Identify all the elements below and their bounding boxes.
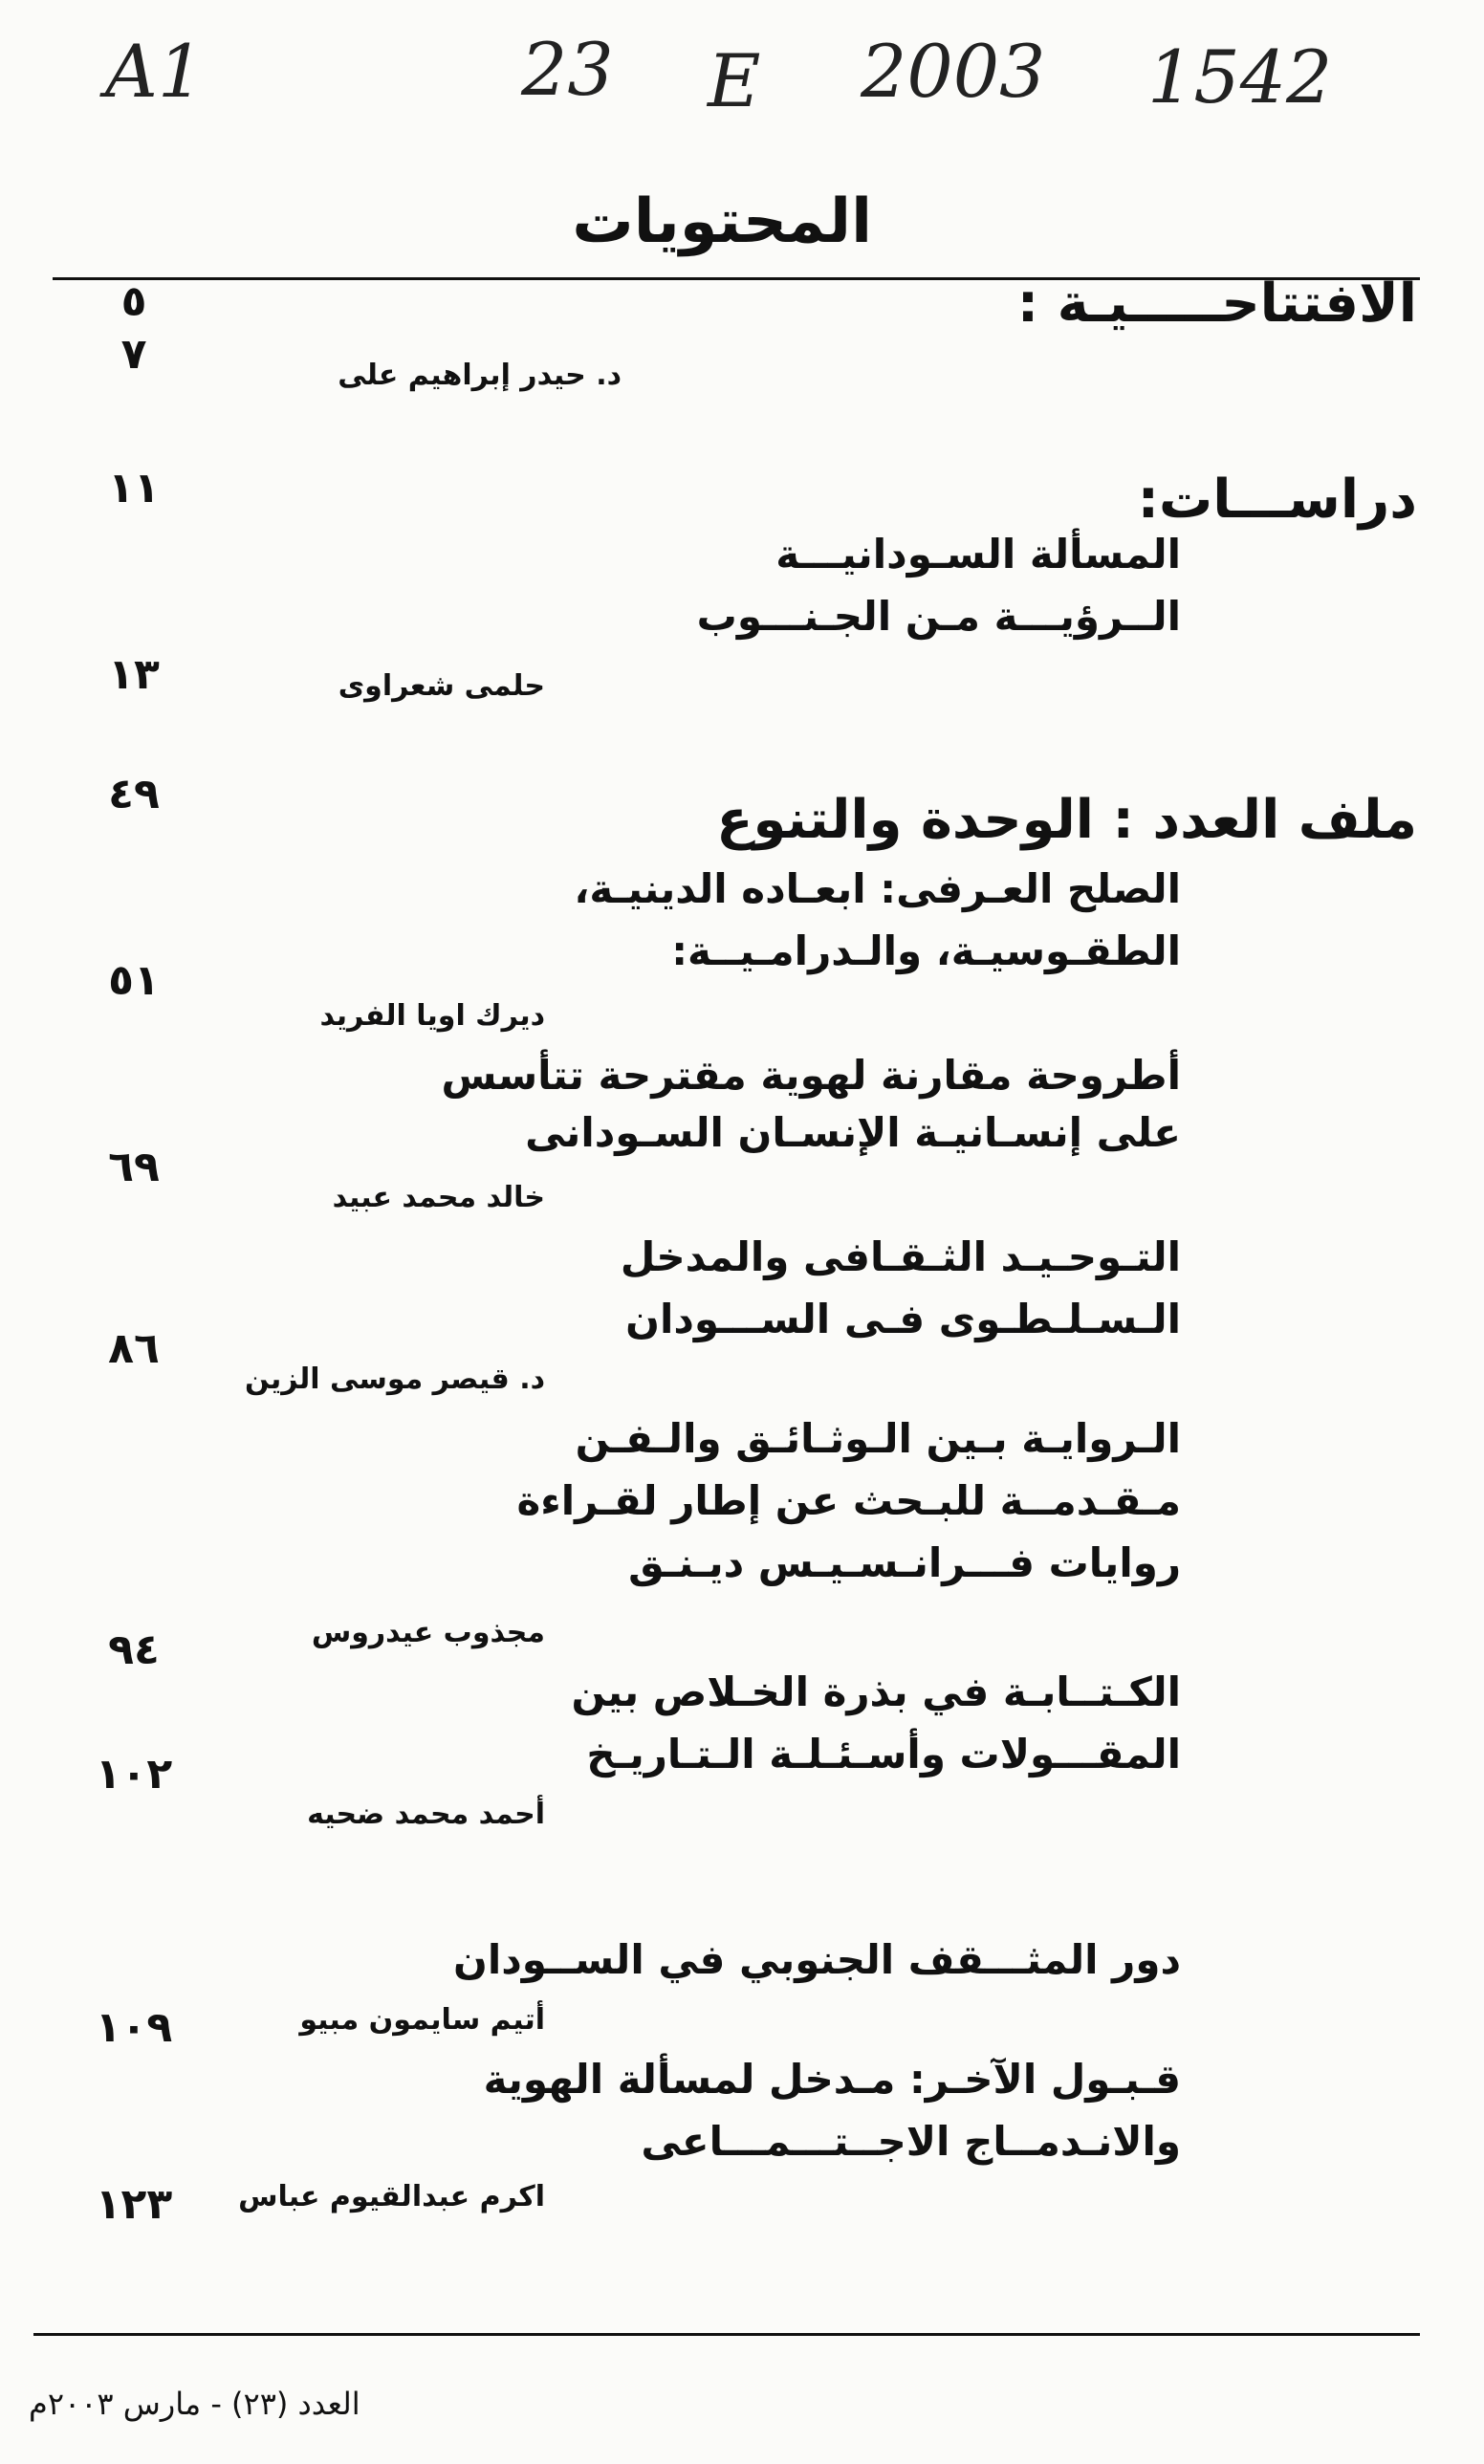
page-number: ٦٩ xyxy=(108,1143,160,1191)
article-title-line: الصلح العـرفى: ابعـاده الدينيـة، xyxy=(574,865,1181,912)
article-title-line: الـروايـة بـين الـوثـائـق والـفـن xyxy=(575,1415,1181,1462)
page-number: ١٠٩ xyxy=(95,2003,173,2052)
handwritten-note-number: 1542 xyxy=(1147,34,1333,120)
article-title-line: الــرؤيـــة مـن الجـنـــوب xyxy=(696,593,1181,640)
article-title-line: المقـــولات وأسـئـلـة الـتـاريـخ xyxy=(586,1731,1181,1777)
article-title-line: الـسـلـطـوى فـى الســـودان xyxy=(625,1296,1181,1342)
section-heading-issue-file: ملف العدد : الوحدة والتنوع xyxy=(716,789,1417,851)
handwritten-note-year: 2003 xyxy=(861,29,1046,114)
article-author: أتيم سايمون مبيو xyxy=(299,2003,545,2037)
section-heading-studies: دراســـات: xyxy=(1137,469,1417,531)
page-number: ٤٩ xyxy=(108,770,160,818)
page-number: ١٢٣ xyxy=(95,2180,173,2229)
article-author: اكرم عبدالقيوم عباس xyxy=(238,2180,545,2213)
article-author: ديرك اويا الفريد xyxy=(319,999,545,1033)
page-number: ٧ xyxy=(120,330,147,379)
handwritten-note-ref: A1 xyxy=(105,29,205,114)
footer-issue-info: العدد (٢٣) - مارس ٢٠٠٣م xyxy=(29,2386,360,2422)
article-author: أحمد محمد ضحيه xyxy=(307,1798,545,1831)
article-title-line: التـوحـيـد الثـقـافى والمدخل xyxy=(620,1233,1181,1280)
section-heading-editorial: الافتتاحـــــيـة : xyxy=(1016,273,1417,335)
article-title-line: والانـدمــاج الاجــتـــمـــاعى xyxy=(641,2118,1181,2165)
page-number: ٩٤ xyxy=(108,1625,160,1674)
article-title-line: دور المثـــقف الجنوبي في الســودان xyxy=(452,1936,1181,1983)
article-title-line: المسألة السـودانيـــة xyxy=(775,531,1181,578)
article-title-line: مـقـدمــة للبـحث عن إطار لقـراءة xyxy=(516,1477,1181,1524)
article-author: خالد محمد عبيد xyxy=(332,1181,545,1214)
article-author: د. قيصر موسى الزين xyxy=(245,1363,545,1396)
page-number: ٥١ xyxy=(108,956,160,1005)
article-author: مجذوب عيدروس xyxy=(311,1616,545,1649)
article-title-line: قـبـول الآخـر: مـدخل لمسألة الهوية xyxy=(483,2056,1181,2103)
page-number: ٥ xyxy=(120,277,147,326)
article-title-line: روايات فـــرانـسـيـس ديـنـق xyxy=(628,1539,1181,1586)
article-title-line: الكـتــابـة في بذرة الخـلاص بين xyxy=(571,1668,1181,1715)
handwritten-note-day: 23 xyxy=(521,27,614,112)
article-author: د. حيدر إبراهيم على xyxy=(338,359,622,392)
page-number: ٨٦ xyxy=(108,1324,160,1373)
page-number: ١٣ xyxy=(108,650,160,699)
handwritten-note-month: E xyxy=(708,38,761,123)
article-title-line: الطقـوسيـة، والـدرامـيــة: xyxy=(671,927,1181,974)
article-title-line: على إنسـانيـة الإنسـان السـودانى xyxy=(525,1109,1181,1156)
page-title: المحتويات xyxy=(572,186,872,257)
page-number: ١٠٢ xyxy=(95,1750,173,1799)
article-title-line: أطروحة مقارنة لهوية مقترحة تتأسس xyxy=(441,1052,1181,1099)
article-author: حلمى شعراوى xyxy=(338,669,545,703)
page-number: ١١ xyxy=(108,464,160,512)
footer-rule xyxy=(33,2333,1420,2336)
